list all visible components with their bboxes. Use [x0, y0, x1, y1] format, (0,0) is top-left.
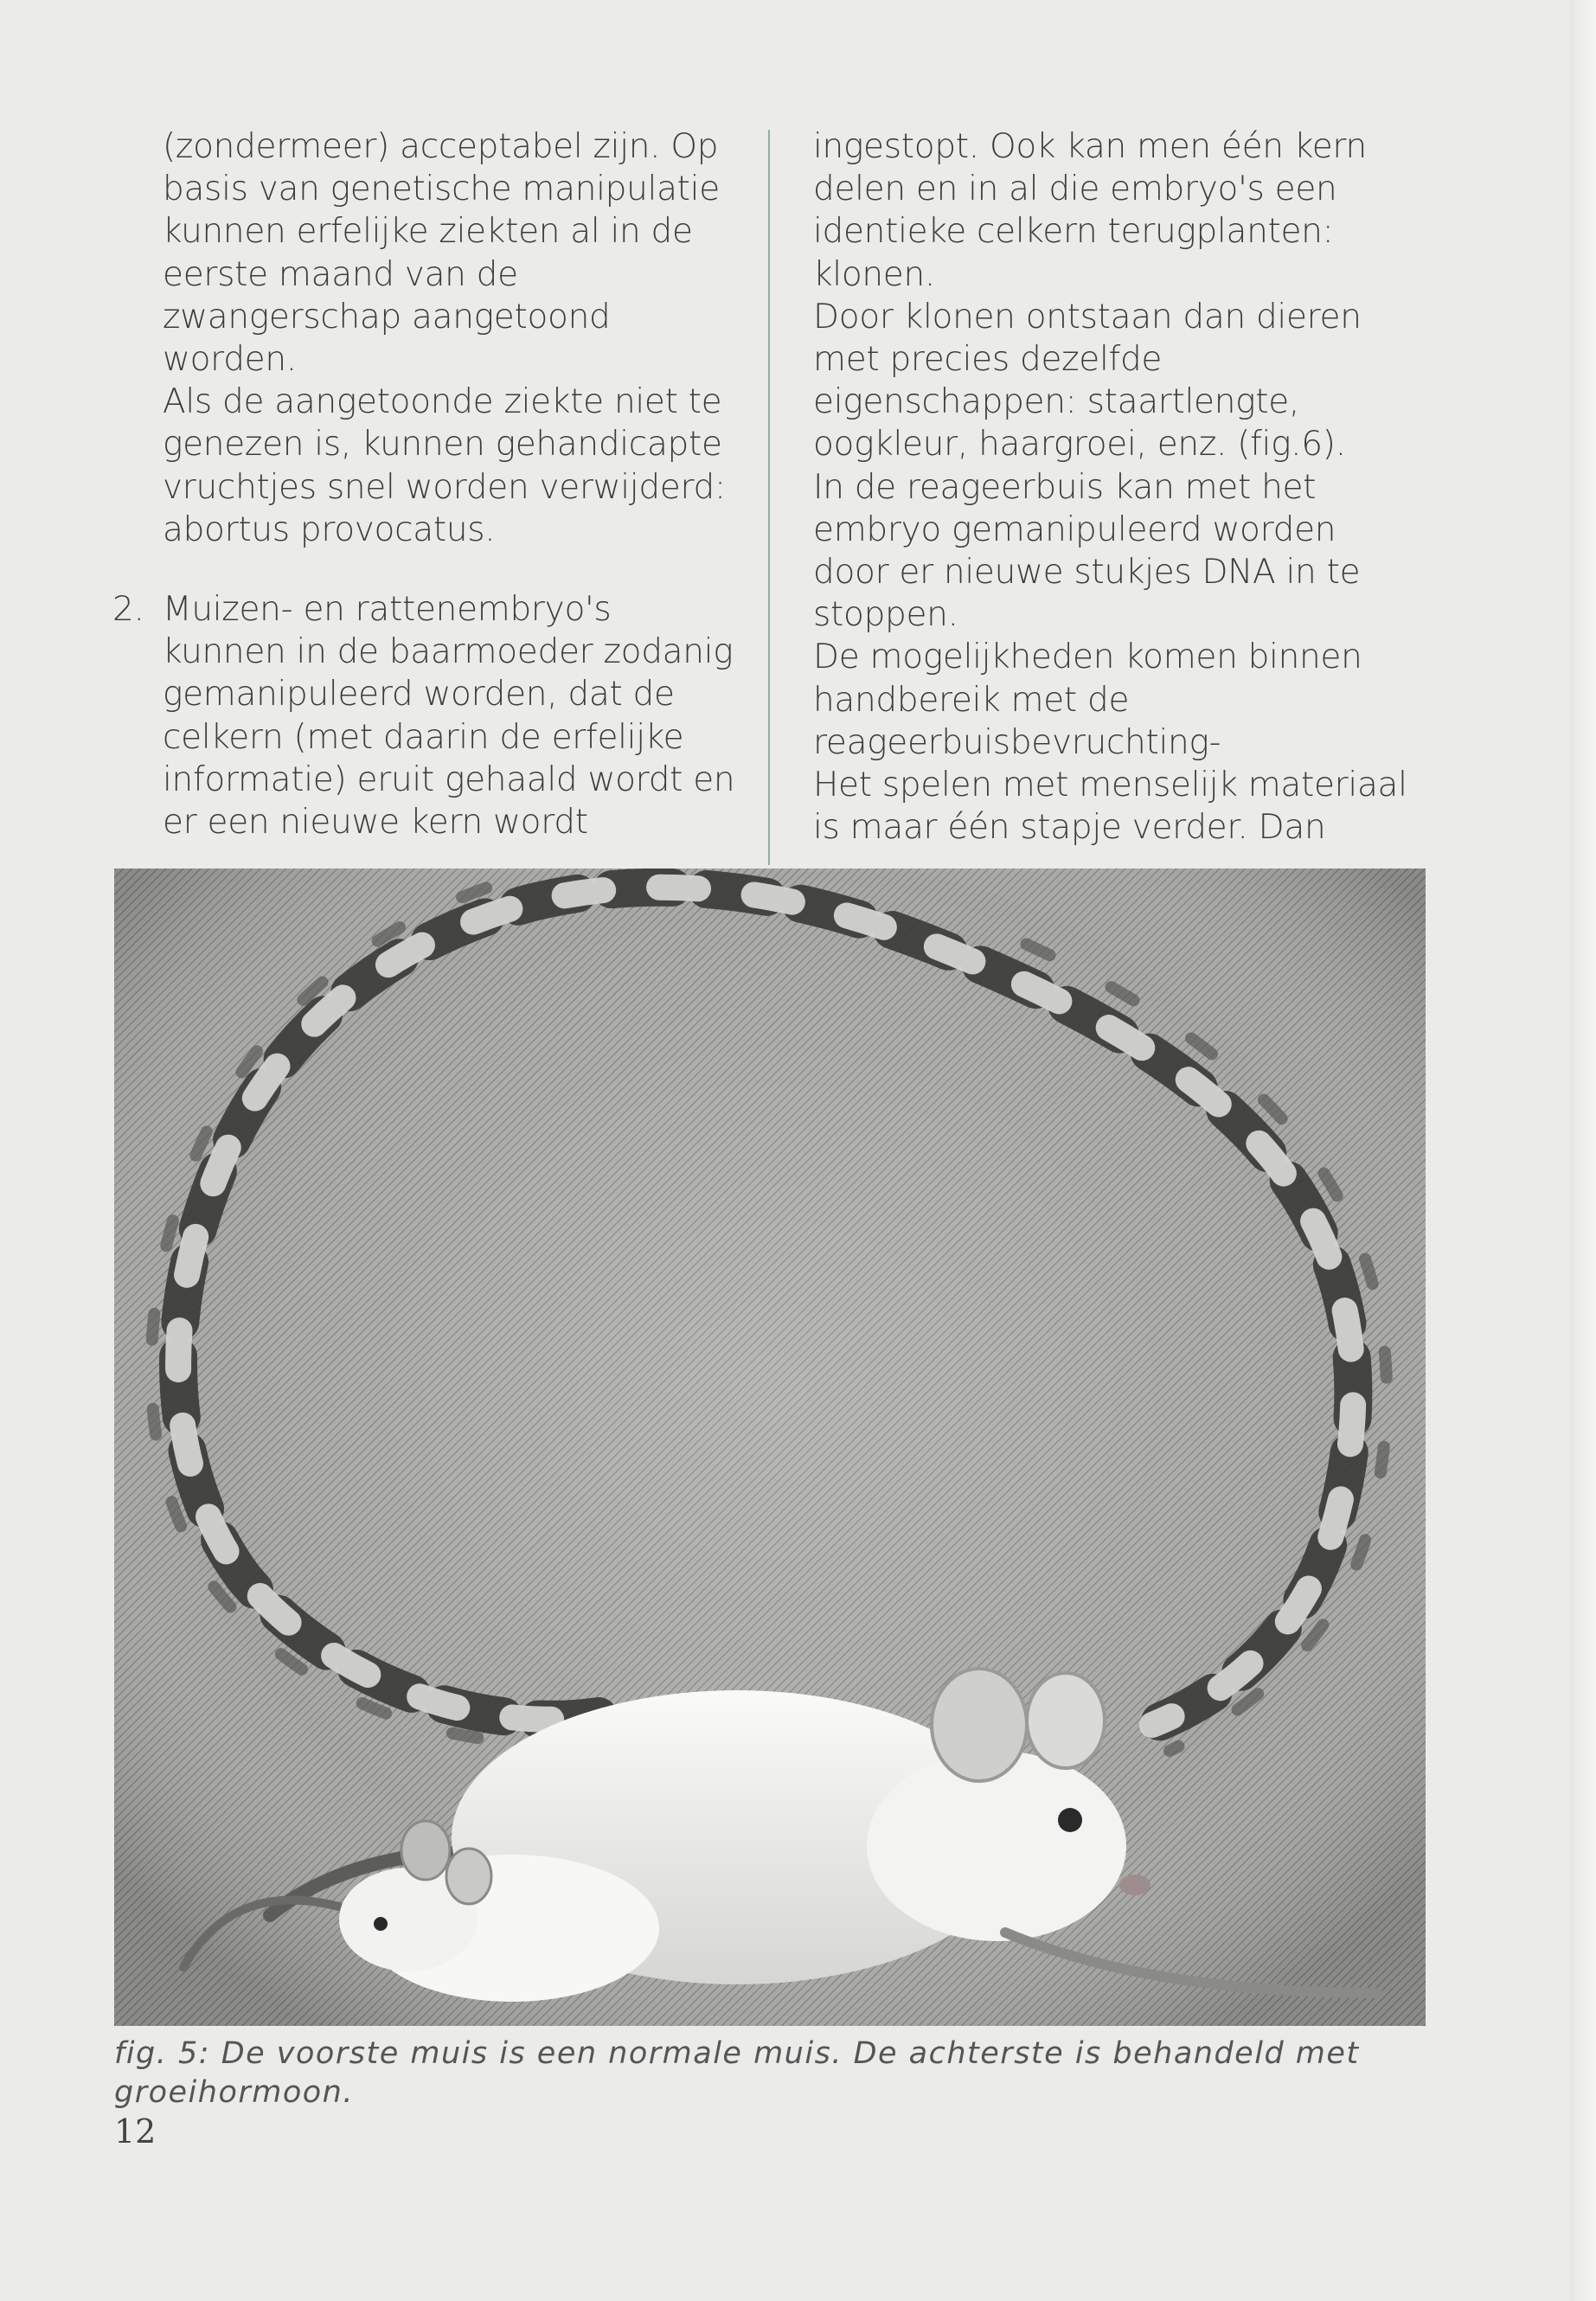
text-line: eerste maand van de — [163, 254, 518, 294]
text-line: vruchtjes snel worden verwijderd: — [163, 467, 726, 507]
text-line: kunnen erfelijke ziekten al in de — [163, 212, 693, 252]
text-line: met precies dezelfde — [813, 340, 1163, 380]
item-number: 2. — [112, 590, 144, 630]
text-line: zwangerschap aangetoond — [163, 297, 611, 336]
text-line: De mogelijkheden komen binnen — [813, 638, 1362, 677]
text-line: In de reageerbuis kan met het — [813, 467, 1317, 507]
text-line: reageerbuisbevruchting- — [813, 722, 1221, 762]
left-column — [112, 125, 768, 843]
text-line: klonen. — [813, 254, 936, 294]
text-line: identieke celkern terugplanten: — [813, 212, 1334, 252]
text-line: ingestopt. Ook kan men één kern — [813, 127, 1367, 166]
text-line: eigenschappen: staartlengte, — [813, 382, 1300, 422]
caption-line: fig. 5: De voorste muis is een normale muis. De achterste is behandeld met — [114, 2036, 1360, 2071]
text-line: gemanipuleerd worden, dat de — [163, 675, 675, 715]
caption-line: groeihormoon. — [114, 2075, 354, 2110]
dna-mice-photo-icon — [114, 868, 1426, 2026]
text-line: stoppen. — [813, 595, 958, 635]
text-line: er een nieuwe kern wordt — [163, 803, 588, 843]
text-line: Muizen- en rattenembryo's — [163, 590, 612, 630]
figure-caption — [114, 2035, 1464, 2112]
text-line: basis van genetische manipulatie — [163, 170, 720, 209]
right-column — [813, 125, 1436, 849]
text-line: oogkleur, haargroei, enz. (fig.6). — [813, 425, 1346, 465]
text-line: informatie) eruit gehaald wordt en — [163, 760, 735, 799]
text-line: celkern (met daarin de erfelijke — [163, 717, 684, 757]
text-line: door er nieuwe stukjes DNA in te — [813, 553, 1361, 593]
text-line: worden. — [163, 340, 297, 380]
column-divider — [768, 130, 770, 865]
text-line: is maar één stapje verder. Dan — [813, 808, 1326, 848]
paragraph-gap — [163, 551, 768, 588]
text-line: Als de aangetoonde ziekte niet te — [163, 382, 722, 422]
text-line: kunnen in de baarmoeder zodanig — [163, 632, 734, 672]
text-line: embryo gemanipuleerd worden — [813, 510, 1336, 549]
text-line: delen en in al die embryo's een — [813, 170, 1337, 209]
page-number: 12 — [114, 2112, 157, 2150]
numbered-item-2 — [112, 588, 768, 843]
text-line: (zondermeer) acceptabel zijn. Op — [163, 127, 719, 166]
figure-photo — [114, 868, 1426, 2026]
text-line: handbereik met de — [813, 680, 1130, 720]
text-line: Het spelen met menselijk materiaal — [813, 766, 1407, 805]
text-line: genezen is, kunnen gehandicapte — [163, 425, 722, 465]
text-line: abortus provocatus. — [163, 510, 496, 549]
page-edge — [1570, 0, 1596, 2301]
text-line: Door klonen ontstaan dan dieren — [813, 297, 1362, 336]
